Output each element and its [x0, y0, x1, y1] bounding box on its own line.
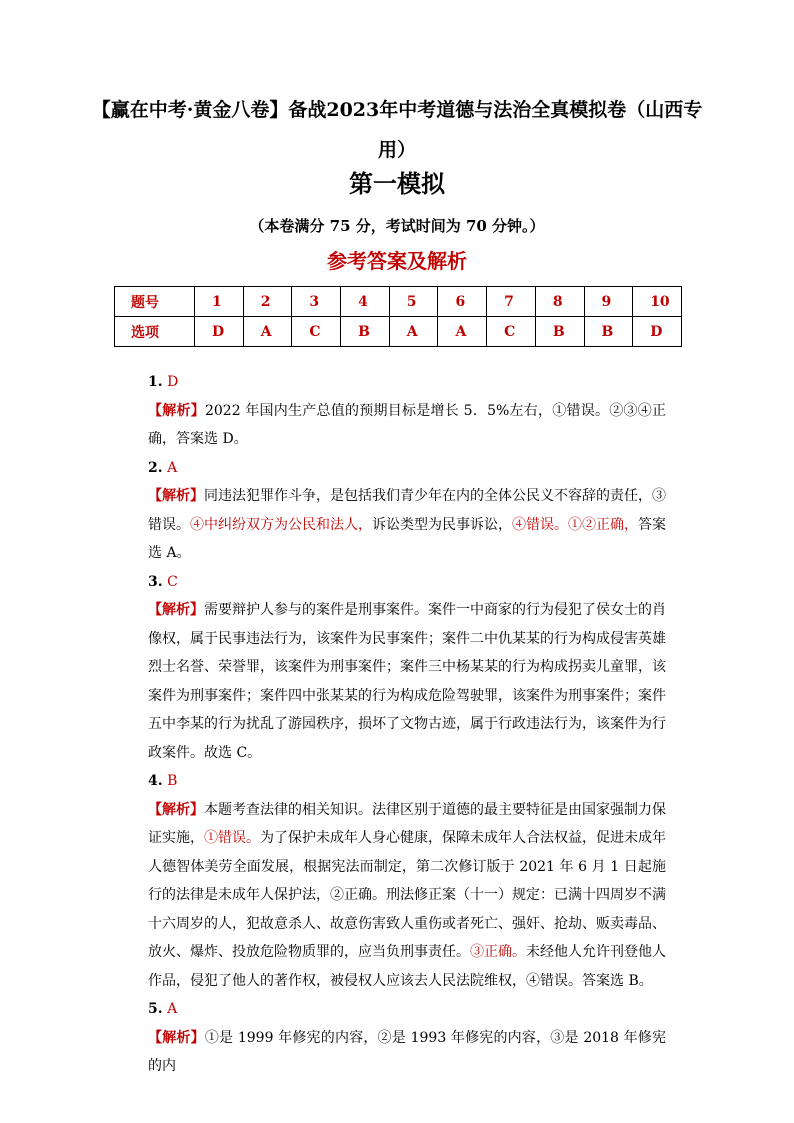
- explanation-text: 诉讼类型为民事诉讼，: [372, 516, 512, 533]
- explanation-text: ①是 1999 年修宪的内容，②是 1993 年修宪的内容，③是 2018 年修宪的内: [148, 1029, 667, 1074]
- answer-choice-cell: A: [243, 317, 292, 347]
- explanation-text: 需要辩护人参与的案件是刑事案件。案件一中商家的行为侵犯了侯女士的肖像权，属于民事违法行为，该案件为民事案件；案件二中仇某某的行为构成侵害英雄烈士名誉、荣誉罪，该案件为刑事案件；案件三中杨某某的行为构成拐卖儿童罪，该案件为刑事案件；案件四中张某某的行为构成危险驾驶罪，该案件为刑事案件；案件五中李某的行为扰乱了游园秩序，损坏了文物古迹，属于行政违法行为，该案件为行政案件。故选 C。: [148, 602, 666, 761]
- document-title: 【赢在中考·黄金八卷】备战2023年中考道德与法治全真模拟卷（山西专用）: [91, 99, 703, 161]
- explanation-highlight: ④错误。①②正确，: [512, 516, 638, 533]
- answer-choice-cell: B: [341, 317, 390, 347]
- question-4-answer-line: [148, 767, 666, 796]
- document-subtitle: 第一模拟: [349, 169, 445, 198]
- question-answer: B: [167, 773, 178, 789]
- answer-table-row-choices: [115, 317, 682, 347]
- question-1-answer-line: [148, 368, 666, 397]
- question-number-cell: 2: [243, 287, 292, 317]
- question-number: 3.: [148, 573, 163, 590]
- answer-choice-cell: A: [389, 317, 438, 347]
- question-number: 5.: [148, 1001, 163, 1017]
- explanation-text: 本题考查法律的相关知识。法律区别于道德的最主要特征是由国家强制力保证实施，: [148, 801, 666, 846]
- explanation-text: 为了保护未成年人身心健康，保障未成年人合法权益，促进未成年人德智体美劳全面发展，根据宪法而制定，第二次修订版于 2021 年 6 月 1 日起施行的法律是未成年人保护法，②正确。刑法修正案（十一）规定：已满十四周岁不满十六周岁的人，犯故意杀人、故意伤害致人重伤或者死亡、强奸、抢劫、贩卖毒品、放火、爆炸、投放危险物质罪的，应当负刑事责任。: [148, 830, 666, 960]
- question-3-explanation: [148, 596, 666, 767]
- answer-choice-cell: C: [487, 317, 536, 347]
- question-number-cell: 7: [487, 287, 536, 317]
- answer-choice-cell: B: [584, 317, 633, 347]
- row-label-choice: 选项: [115, 317, 195, 347]
- explanation-text: 同违法犯罪作斗争，是包括我们青少年在内的全体公民义不容辞的责任，③错误。: [148, 488, 666, 533]
- exam-note: （本卷满分 75 分，考试时间为 70 分钟。）: [249, 217, 545, 235]
- question-number-cell: 3: [292, 287, 341, 317]
- question-1-explanation: [148, 397, 666, 454]
- explanation-tag: 【解析】: [148, 801, 204, 818]
- explanation-text: 未经他人允许刊登他人作品，侵犯了他人的著作权，被侵权人应该去人民法院维权，④错误。答案选 B。: [148, 944, 666, 989]
- question-number: 2.: [148, 459, 163, 476]
- question-3-answer-line: [148, 568, 666, 597]
- answer-table: [114, 286, 682, 347]
- question-2-answer-line: [148, 454, 666, 483]
- question-answer: A: [167, 459, 178, 476]
- explanation-tag: 【解析】: [148, 1029, 205, 1046]
- question-number-cell: 6: [438, 287, 487, 317]
- question-number-cell: 10: [633, 287, 682, 317]
- question-5-explanation: [148, 1024, 666, 1081]
- question-answer: C: [167, 573, 178, 590]
- explanation-highlight: ①错误。: [204, 830, 260, 846]
- answer-choice-cell: A: [438, 317, 487, 347]
- answer-choice-cell: D: [633, 317, 682, 347]
- question-number-cell: 9: [584, 287, 633, 317]
- answer-heading: 参考答案及解析: [327, 249, 467, 273]
- question-answer: D: [167, 374, 179, 390]
- explanations: [148, 368, 666, 1081]
- explanation-highlight: ③正确。: [470, 944, 526, 960]
- question-number-cell: 8: [535, 287, 584, 317]
- answer-table-row-numbers: [115, 287, 682, 317]
- explanation-highlight: ④中纠纷双方为公民和法人，: [190, 516, 372, 533]
- row-label-number: 题号: [115, 287, 195, 317]
- explanation-tag: 【解析】: [148, 488, 204, 504]
- question-answer: A: [167, 1001, 178, 1017]
- answer-choice-cell: B: [535, 317, 584, 347]
- question-number-cell: 1: [195, 287, 244, 317]
- explanation-text: 2022 年国内生产总值的预期目标是增长 5．5%左右，①错误。②③④正确，答案选 D。: [148, 402, 666, 447]
- answer-choice-cell: D: [195, 317, 244, 347]
- question-4-explanation: [148, 796, 666, 996]
- question-number-cell: 4: [341, 287, 390, 317]
- explanation-tag: 【解析】: [148, 602, 204, 618]
- explanation-text: 答案选 A。: [148, 516, 666, 561]
- question-2-explanation: [148, 482, 666, 568]
- question-number: 4.: [148, 773, 163, 789]
- question-number: 1.: [148, 374, 163, 390]
- answer-choice-cell: C: [292, 317, 341, 347]
- explanation-tag: 【解析】: [148, 402, 205, 419]
- question-5-answer-line: [148, 995, 666, 1024]
- question-number-cell: 5: [389, 287, 438, 317]
